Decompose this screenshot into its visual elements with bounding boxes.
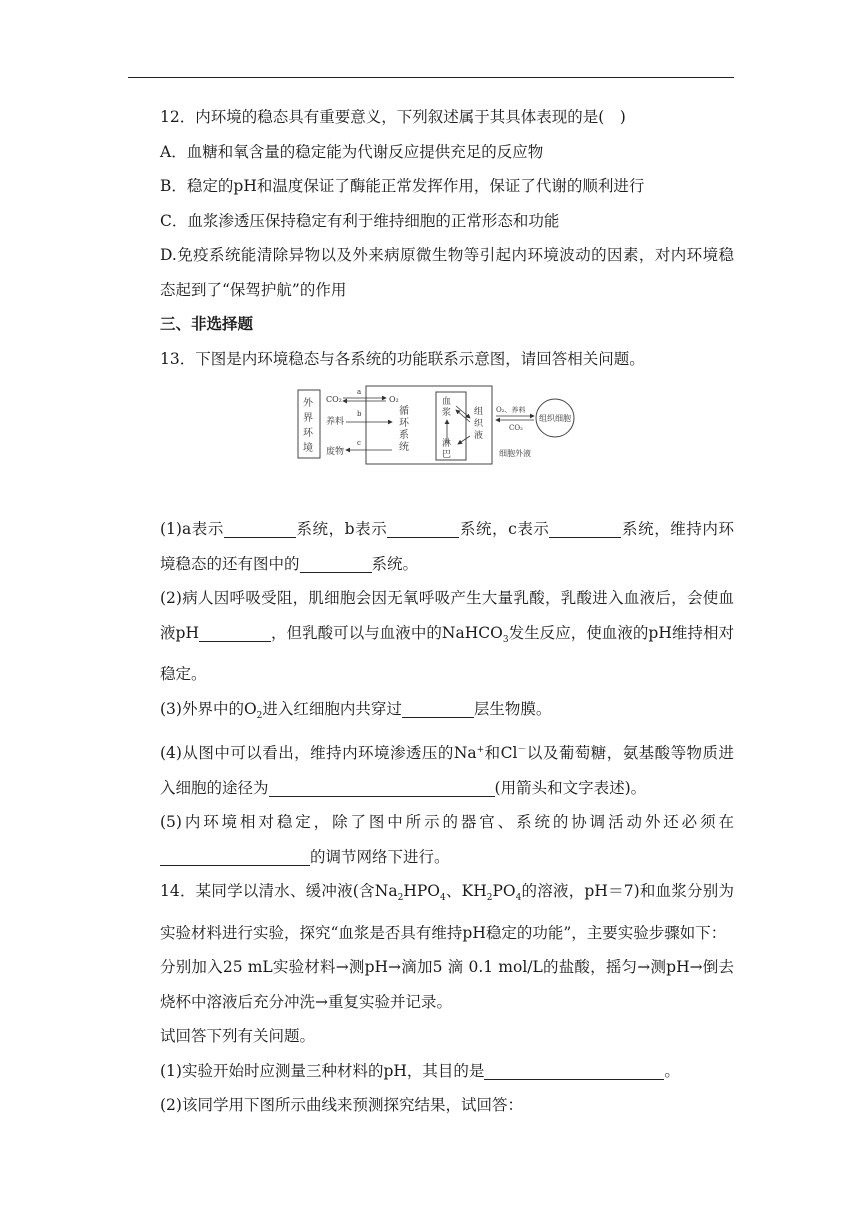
- answer-blank[interactable]: [484, 1061, 664, 1080]
- q13-part4: (4)从图中可以看出，维持内环境渗透压的Na+和Cl－以及葡萄糖，氨基酸等物质进入细胞的途径为 (用箭头和文字表述)。: [160, 744, 734, 797]
- extracellular-label: 细胞外液: [499, 449, 531, 458]
- q12-option-c: C．血浆渗透压保持稳定有利于维持细胞的正常形态和功能: [160, 211, 560, 230]
- answer-blank[interactable]: [160, 847, 310, 866]
- plasma-char: 血: [442, 397, 452, 407]
- outer-env-char: 界: [303, 413, 313, 424]
- q13-stem: 13．下图是内环境稳态与各系统的功能联系示意图，请回答相关问题。: [160, 349, 645, 368]
- circ-char: 循: [399, 406, 409, 417]
- a-label: a: [357, 388, 362, 396]
- waste-label: 废物: [326, 447, 345, 457]
- co2-label: CO₂: [326, 395, 342, 404]
- outer-env-char: 环: [303, 428, 313, 439]
- nutrient-label: 养料: [326, 417, 345, 427]
- tissue-fluid-char: 织: [474, 419, 484, 429]
- outer-env-char: 外: [303, 398, 313, 409]
- q12-option-d: D.免疫系统能清除异物以及外来病原微生物等引起内环境波动的因素，对内环境稳态起到了“保驾护航”的作用: [160, 246, 734, 299]
- answer-blank[interactable]: [269, 778, 495, 797]
- q13-part3: (3)外界中的$O_2$进入红细胞内共穿过 层生物膜。: [160, 699, 552, 721]
- section-heading: 三、非选择题: [160, 315, 254, 333]
- q13-part2: (2)病人因呼吸受阻，肌细胞会因无氧呼吸产生大量乳酸，乳酸进入血液后，会使血液pH ，但乳酸可以与血液中的NaHCO$_3$发生反应，使血液的pH维持相对稳定。: [160, 589, 734, 684]
- circ-char: 统: [399, 442, 409, 453]
- q13-part1: (1)a表示 系统，b表示 系统，c表示 系统，维持内环境稳态的还有图中的 系统。: [160, 520, 734, 573]
- answer-blank[interactable]: [402, 699, 474, 718]
- answer-blank[interactable]: [549, 519, 621, 538]
- q13-diagram-area: [128, 376, 734, 512]
- q12-option-b: B．稳定的pH和温度保证了酶能正常发挥作用，保证了代谢的顺利进行: [160, 177, 645, 195]
- circ-char: 系: [399, 430, 409, 441]
- q13-part5: (5)内环境相对稳定，除了图中所示的器官、系统的协调活动外还必须在的调节网络下进行。: [160, 813, 734, 866]
- q14-part1: (1)实验开始时应测量三种材料的pH，其目的是 。: [160, 1061, 680, 1080]
- q12-stem: 12．内环境的稳态具有重要意义，下列叙述属于其具体表现的是( ): [160, 108, 626, 126]
- q14-stem: 14．某同学以清水、缓冲液(含$Na_2HPO_4$、$KH_2PO_4$的溶液，pH＝7)和血浆分别为实验材料进行实验，探究“血浆是否具有维持pH稳定的功能”，主要实验步骤如下：: [160, 882, 734, 942]
- outer-env-char: 境: [303, 443, 313, 454]
- answer-blank[interactable]: [224, 519, 296, 538]
- co2-right-label: CO₂: [509, 424, 523, 432]
- header-rule: [128, 77, 734, 78]
- answer-blank[interactable]: [387, 519, 459, 538]
- document-page: [128, 100, 734, 1123]
- o2-label: O₂: [389, 395, 399, 404]
- lymph-char: 巴: [442, 450, 452, 460]
- q14-steps: 分别加入25 mL实验材料→测pH→滴加5 滴 0.1 mol/L的盐酸，摇匀→测pH→倒去烧杯中溶液后充分冲洗→重复实验并记录。: [160, 958, 734, 1011]
- b-label: b: [357, 410, 362, 418]
- circ-char: 环: [399, 418, 409, 429]
- q14-prompt: 试回答下列有关问题。: [160, 1027, 316, 1046]
- homeostasis-diagram: [296, 384, 576, 466]
- q12-option-a: A．血糖和氧含量的稳定能为代谢反应提供充足的反应物: [160, 142, 544, 161]
- q14-part2: (2)该同学用下图所示曲线来预测探究结果，试回答：: [160, 1096, 523, 1115]
- tissue-fluid-char: 组: [474, 407, 484, 417]
- c-label: c: [357, 439, 361, 447]
- answer-blank[interactable]: [199, 623, 271, 642]
- tissue-fluid-char: 液: [474, 431, 484, 441]
- o2-nutrient-label: O₂、养料: [496, 406, 526, 414]
- answer-blank[interactable]: [300, 554, 372, 573]
- lymph-char: 淋: [442, 439, 452, 449]
- plasma-char: 浆: [442, 408, 452, 418]
- tissue-cell-label: 组织细胞: [539, 414, 571, 423]
